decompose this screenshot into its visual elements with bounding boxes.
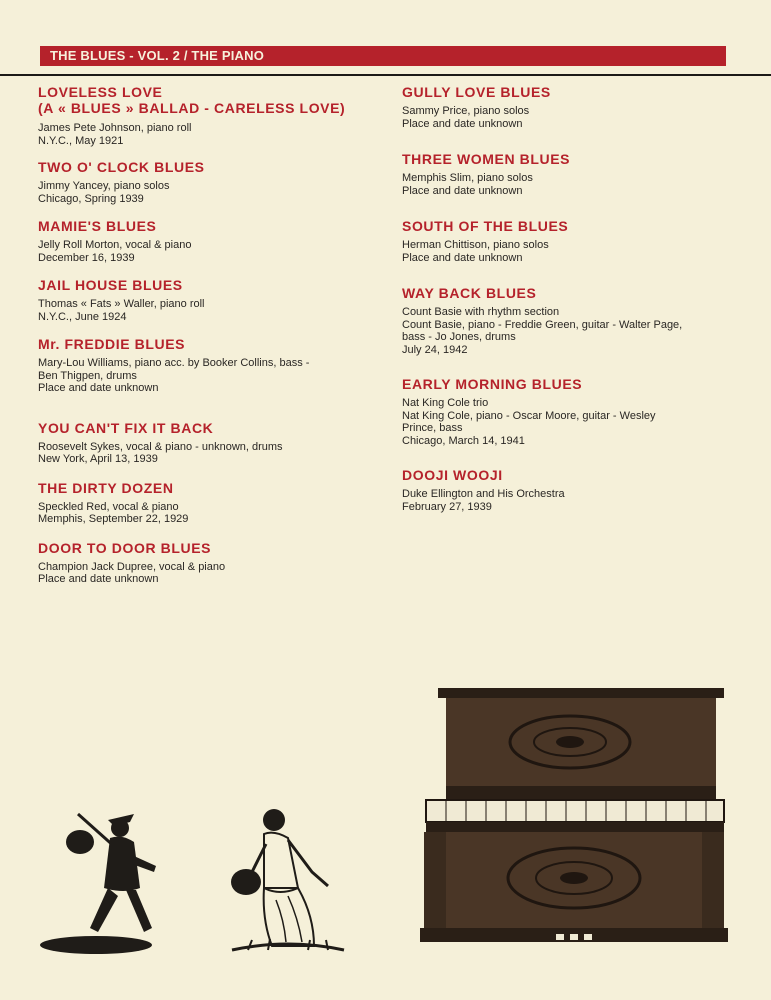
track-detail: July 24, 1942	[402, 343, 468, 356]
track-entry	[38, 336, 368, 395]
upright-piano-illustration	[420, 688, 728, 952]
track-detail: Count Basie with rhythm section	[402, 306, 560, 318]
track-entry	[402, 376, 732, 447]
track-detail: Count Basie, piano - Freddie Green, guitar - Walter Page,	[402, 318, 683, 331]
track-detail: Ben Thigpen, drums	[38, 369, 137, 382]
track-entry	[402, 151, 732, 197]
track-title: WAY BACK BLUES	[402, 285, 537, 301]
track-entry	[38, 159, 368, 205]
page-title: THE BLUES - VOL. 2 / THE PIANO	[50, 48, 265, 63]
track-detail: Place and date unknown	[402, 117, 523, 130]
track-detail: bass - Jo Jones, drums	[402, 331, 516, 343]
track-detail: N.Y.C., June 1924	[38, 310, 127, 323]
track-entry	[38, 218, 368, 264]
track-detail: Champion Jack Dupree, vocal & piano	[38, 560, 226, 573]
track-title: MAMIE'S BLUES	[38, 218, 157, 234]
track-detail: Duke Ellington and His Orchestra	[402, 488, 565, 500]
track-detail: Prince, bass	[402, 422, 463, 434]
track-title: JAIL HOUSE BLUES	[38, 277, 183, 293]
track-detail: February 27, 1939	[402, 500, 492, 513]
track-detail: James Pete Johnson, piano roll	[38, 122, 192, 134]
track-entry	[38, 540, 368, 586]
track-entry	[38, 420, 368, 466]
left-track-list	[38, 84, 368, 586]
track-entry	[38, 84, 368, 147]
track-detail: Nat King Cole, piano - Oscar Moore, guitar - Wesley	[402, 409, 656, 422]
track-detail: N.Y.C., May 1921	[38, 134, 124, 147]
track-detail: Speckled Red, vocal & piano	[38, 500, 179, 513]
track-detail: Sammy Price, piano solos	[402, 105, 530, 117]
track-detail: Thomas « Fats » Waller, piano roll	[38, 298, 205, 310]
track-detail: Place and date unknown	[38, 573, 159, 585]
track-detail: Roosevelt Sykes, vocal & piano - unknown, drums	[38, 440, 283, 453]
track-title: THREE WOMEN BLUES	[402, 151, 571, 167]
track-detail: Mary-Lou Williams, piano acc. by Booker Collins, bass -	[38, 357, 310, 369]
right-track-list	[402, 84, 732, 513]
track-detail: Place and date unknown	[402, 251, 523, 264]
track-entry	[402, 218, 732, 264]
track-detail: Chicago, March 14, 1941	[402, 434, 525, 447]
track-entry	[402, 467, 732, 513]
track-title: LOVELESS LOVE (A « BLUES » BALLAD - CARELESS LOVE)	[38, 84, 346, 116]
track-title: EARLY MORNING BLUES	[402, 376, 583, 392]
track-entry	[38, 277, 368, 323]
track-detail: New York, April 13, 1939	[38, 453, 158, 465]
track-title: Mr. FREDDIE BLUES	[38, 336, 186, 352]
walking-man-with-bundle-illustration	[38, 800, 158, 960]
track-title: SOUTH OF THE BLUES	[402, 218, 569, 234]
track-entry	[402, 285, 732, 356]
track-detail: Memphis, September 22, 1929	[38, 513, 189, 525]
header-divider	[0, 74, 771, 76]
track-title: GULLY LOVE BLUES	[402, 84, 551, 100]
track-title: DOOR TO DOOR BLUES	[38, 539, 212, 556]
track-detail: Jelly Roll Morton, vocal & piano	[38, 239, 192, 251]
track-entry	[402, 84, 732, 130]
track-detail: Herman Chittison, piano solos	[402, 239, 549, 251]
track-detail: Chicago, Spring 1939	[38, 192, 144, 205]
track-detail: December 16, 1939	[38, 251, 135, 264]
track-title: DOOJI WOOJI	[402, 467, 503, 483]
woman-with-bundle-illustration	[228, 800, 348, 960]
track-title: TWO O' CLOCK BLUES	[38, 159, 205, 175]
track-title: THE DIRTY DOZEN	[38, 479, 174, 496]
track-entry	[38, 480, 368, 526]
track-detail: Place and date unknown	[38, 382, 159, 394]
header-bar	[40, 46, 726, 66]
track-detail: Jimmy Yancey, piano solos	[38, 180, 170, 192]
track-detail: Place and date unknown	[402, 184, 523, 197]
track-detail: Memphis Slim, piano solos	[402, 172, 533, 184]
track-title: YOU CAN'T FIX IT BACK	[38, 419, 214, 436]
track-detail: Nat King Cole trio	[402, 397, 489, 409]
